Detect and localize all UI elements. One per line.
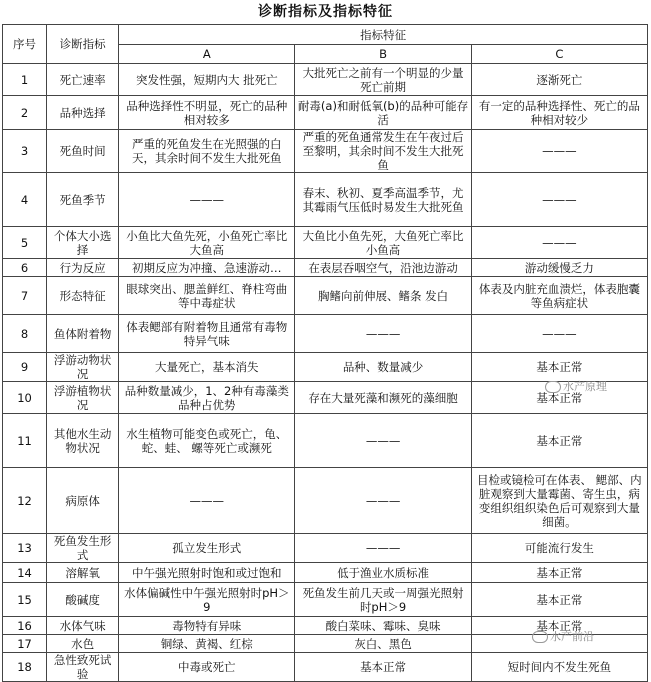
feature-a: 眼球突出、腮盖鲜红、脊柱弯曲等中毒症状: [119, 277, 295, 315]
feature-c: 基本正常: [471, 583, 647, 617]
table-row: [3, 653, 648, 682]
indicator-name: 个体大小选择: [47, 227, 119, 259]
row-number: 17: [3, 635, 47, 653]
feature-b: 胸鳍向前伸展、鳍条 发白: [295, 277, 471, 315]
feature-c: 体表及内脏充血溃烂，体表胞囊等鱼病症状: [471, 277, 647, 315]
indicator-name: 浮游植物状况: [47, 382, 119, 414]
table-row: [3, 414, 648, 468]
feature-c: 基本正常: [471, 563, 647, 583]
feature-c: ———: [471, 315, 647, 353]
row-number: 3: [3, 130, 47, 173]
feature-b: ———: [295, 468, 471, 534]
feature-a: 水体偏碱性中午强光照射时pH＞9: [119, 583, 295, 617]
feature-c: 基本正常: [471, 353, 647, 382]
feature-b: 灰白、黑色: [295, 635, 471, 653]
header-c: C: [471, 45, 647, 64]
feature-b: ———: [295, 534, 471, 563]
indicator-name: 死亡速率: [47, 64, 119, 96]
feature-b: 耐毒(a)和耐低氧(b)的品种可能存活: [295, 96, 471, 130]
feature-b: ———: [295, 414, 471, 468]
feature-a: 水生植物可能变色或死亡，龟、蛇、蛙、 螺等死亡或濒死: [119, 414, 295, 468]
row-number: 2: [3, 96, 47, 130]
feature-c: 有一定的品种选择性、死亡的品种相对较少: [471, 96, 647, 130]
indicator-name: 水色: [47, 635, 119, 653]
feature-b: 基本正常: [295, 653, 471, 682]
feature-a: 铜绿、黄褐、红棕: [119, 635, 295, 653]
table-row: [3, 468, 648, 534]
row-number: 13: [3, 534, 47, 563]
indicator-name: 水体气味: [47, 617, 119, 635]
feature-a: 大量死亡，基本消失: [119, 353, 295, 382]
feature-a: ———: [119, 173, 295, 227]
feature-c: 游动缓慢乏力: [471, 259, 647, 277]
diagnosis-table: [2, 24, 648, 682]
row-number: 8: [3, 315, 47, 353]
indicator-name: 形态特征: [47, 277, 119, 315]
header-b: B: [295, 45, 471, 64]
watermark-1-text: 水产原理: [563, 381, 607, 393]
row-number: 16: [3, 617, 47, 635]
row-number: 6: [3, 259, 47, 277]
row-number: 10: [3, 382, 47, 414]
watermark-2-text: 水产前沿: [550, 631, 594, 643]
table-row: [3, 583, 648, 617]
row-number: 9: [3, 353, 47, 382]
feature-a: 品种数量减少，1、2种有毒藻类品种占优势: [119, 382, 295, 414]
feature-a: 小鱼比大鱼先死，小鱼死亡率比大鱼高: [119, 227, 295, 259]
table-row: [3, 64, 648, 96]
table-row: [3, 227, 648, 259]
header-no: 序号: [3, 25, 47, 64]
feature-b: 品种、数量减少: [295, 353, 471, 382]
feature-c: ———: [471, 227, 647, 259]
feature-b: 大鱼比小鱼先死，大鱼死亡率比小鱼高: [295, 227, 471, 259]
feature-b: 在表层吞咽空气，沿池边游动: [295, 259, 471, 277]
feature-b: 存在大量死藻和濒死的藻细胞: [295, 382, 471, 414]
table-title: 诊断指标及指标特征: [258, 4, 393, 20]
indicator-name: 病原体: [47, 468, 119, 534]
feature-b: 低于渔业水质标准: [295, 563, 471, 583]
feature-a: 中毒或死亡: [119, 653, 295, 682]
row-number: 5: [3, 227, 47, 259]
feature-c: 逐渐死亡: [471, 64, 647, 96]
header-a: A: [119, 45, 295, 64]
feature-b: 严重的死鱼通常发生在午夜过后至黎明，其余时间不发生大批死鱼: [295, 130, 471, 173]
wechat-icon: [545, 381, 561, 393]
feature-a: ———: [119, 468, 295, 534]
feature-a: 突发性强，短期内大 批死亡: [119, 64, 295, 96]
row-number: 12: [3, 468, 47, 534]
table-row: [3, 130, 648, 173]
table-row: [3, 277, 648, 315]
watermark-1: [545, 378, 607, 394]
feature-b: 酸白菜味、霉味、臭味: [295, 617, 471, 635]
row-number: 15: [3, 583, 47, 617]
table-row: [3, 96, 648, 130]
feature-b: 春末、秋初、夏季高温季节，尤其霉雨气压低时易发生大批死鱼: [295, 173, 471, 227]
row-number: 14: [3, 563, 47, 583]
table-row: [3, 259, 648, 277]
feature-a: 中午强光照射时饱和或过饱和: [119, 563, 295, 583]
header-indicator: 诊断指标: [47, 25, 119, 64]
indicator-name: 死鱼季节: [47, 173, 119, 227]
feature-a: 品种选择性不明显，死亡的品种相对较多: [119, 96, 295, 130]
feature-b: ———: [295, 315, 471, 353]
table-row: [3, 173, 648, 227]
header-feature: 指标特征: [119, 25, 648, 45]
indicator-name: 浮游动物状况: [47, 353, 119, 382]
indicator-name: 死鱼时间: [47, 130, 119, 173]
table-row: [3, 534, 648, 563]
feature-a: 体表鳃部有附着物且通常有毒物特异气味: [119, 315, 295, 353]
feature-c: 可能流行发生: [471, 534, 647, 563]
feature-c: ———: [471, 173, 647, 227]
row-number: 18: [3, 653, 47, 682]
indicator-name: 其他水生动物状况: [47, 414, 119, 468]
table-row: [3, 563, 648, 583]
table-row: [3, 315, 648, 353]
row-number: 1: [3, 64, 47, 96]
indicator-name: 鱼体附着物: [47, 315, 119, 353]
feature-a: 初期反应为冲撞、急速游动…: [119, 259, 295, 277]
watermark-2: [532, 628, 594, 644]
indicator-name: 酸碱度: [47, 583, 119, 617]
feature-c: 基本正常: [471, 382, 647, 414]
indicator-name: 死鱼发生形式: [47, 534, 119, 563]
feature-c: 短时间内不发生死鱼: [471, 653, 647, 682]
indicator-name: 品种选择: [47, 96, 119, 130]
feature-b: 大批死亡之前有一个明显的少量死亡前期: [295, 64, 471, 96]
feature-c: ———: [471, 130, 647, 173]
indicator-name: 行为反应: [47, 259, 119, 277]
row-number: 11: [3, 414, 47, 468]
feature-a: 严重的死鱼发生在光照强的白天，其余时间不发生大批死鱼: [119, 130, 295, 173]
table-body: [3, 64, 648, 682]
indicator-name: 溶解氧: [47, 563, 119, 583]
feature-a: 孤立发生形式: [119, 534, 295, 563]
wechat-icon: [532, 631, 548, 643]
feature-c: 目检或镜检可在体表、 鳃部、内脏观察到大量霉菌、寄生虫，病变组织组织染色后可观察到大量细菌。: [471, 468, 647, 534]
feature-c: 基本正常: [471, 414, 647, 468]
row-number: 4: [3, 173, 47, 227]
feature-c: 基本正常: [471, 617, 647, 635]
row-number: 7: [3, 277, 47, 315]
indicator-name: 急性致死试验: [47, 653, 119, 682]
feature-a: 毒物特有异味: [119, 617, 295, 635]
feature-b: 死鱼发生前几天或一周强光照射时pH＞9: [295, 583, 471, 617]
